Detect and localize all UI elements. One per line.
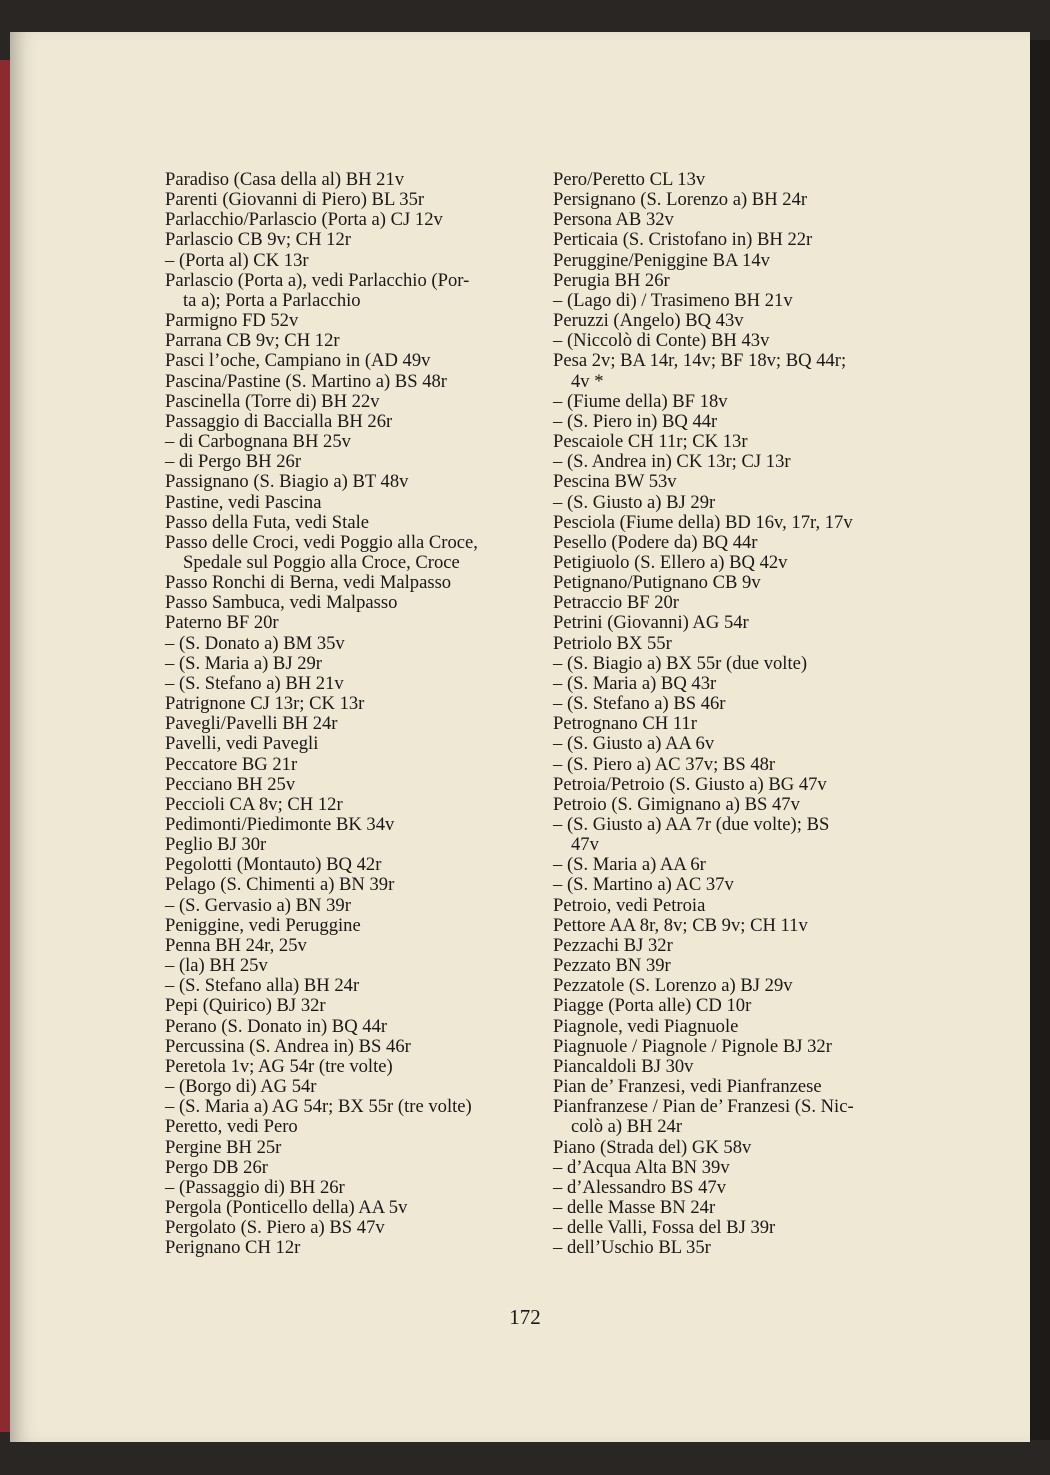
index-entry: Pezzachi BJ 32r	[553, 934, 673, 956]
index-entry: Piano (Strada del) GK 58v	[553, 1136, 752, 1158]
index-entry: Petrognano CH 11r	[553, 713, 697, 735]
index-entry: Perticaia (S. Cristofano in) BH 22r	[553, 229, 813, 251]
index-entry: – (S. Maria a) AG 54r; BX 55r (tre volte)	[165, 1096, 472, 1118]
index-entry: – (S. Piero a) AC 37v; BS 48r	[553, 753, 776, 775]
index-entry: Peruggine/Peniggine BA 14v	[553, 249, 770, 271]
index-entry: Peccatore BG 21r	[165, 753, 298, 775]
index-entry: Petraccio BF 20r	[553, 592, 679, 614]
index-entry: Pergola (Ponticello della) AA 5v	[165, 1196, 408, 1218]
index-entry: Pastine, vedi Pascina	[165, 491, 322, 513]
index-entry: Passignano (S. Biagio a) BT 48v	[165, 471, 409, 493]
index-entry: Peniggine, vedi Peruggine	[165, 914, 361, 936]
index-entry: – (S. Stefano alla) BH 24r	[165, 975, 360, 997]
index-entry: Perano (S. Donato in) BQ 44r	[165, 1015, 388, 1037]
index-entry: – (S. Stefano a) BH 21v	[165, 672, 344, 694]
index-entry: Pascinella (Torre di) BH 22v	[165, 390, 380, 412]
index-entry: Passaggio di Baccialla BH 26r	[165, 410, 393, 432]
index-entry: Pecciano BH 25v	[165, 773, 296, 795]
index-entry: Pesello (Podere da) BQ 44r	[553, 531, 758, 553]
index-entry: Pedimonti/Piedimonte BK 34v	[165, 814, 395, 835]
index-entry: Pettore AA 8r, 8v; CB 9v; CH 11v	[553, 914, 808, 936]
index-entry: – (S. Stefano a) BS 46r	[553, 693, 726, 715]
index-entry: – (S. Maria a) BJ 29r	[165, 652, 322, 674]
index-entry-continued: Spedale sul Poggio alla Croce, Croce	[183, 551, 460, 573]
index-entry: Peretto, vedi Pero	[165, 1116, 298, 1138]
index-entry: – (S. Andrea in) CK 13r; CJ 13r	[553, 451, 791, 473]
index-entry: Peretola 1v; AG 54r (tre volte)	[165, 1055, 393, 1077]
index-entry: Patrignone CJ 13r; CK 13r	[165, 693, 365, 715]
index-entry: Pergo DB 26r	[165, 1156, 268, 1178]
index-entry: Pero/Peretto CL 13v	[553, 169, 706, 190]
index-entry: Petroia/Petroio (S. Giusto a) BG 47v	[553, 773, 827, 795]
index-entry: – (Niccolò di Conte) BH 43v	[553, 330, 770, 352]
index-entry: Piancaldoli BJ 30v	[553, 1055, 694, 1077]
index-column-left	[165, 170, 535, 1258]
index-entry: Pergolato (S. Piero a) BS 47v	[165, 1217, 385, 1239]
index-entry: – (S. Giusto a) BJ 29r	[553, 491, 716, 513]
index-entry: – (Passaggio di) BH 26r	[165, 1176, 345, 1198]
index-entry: Parlacchio/Parlascio (Porta a) CJ 12v	[165, 209, 443, 231]
index-column-right	[553, 170, 923, 1258]
index-entry: – (S. Biagio a) BX 55r (due volte)	[553, 652, 808, 674]
index-entry: Persignano (S. Lorenzo a) BH 24r	[553, 189, 808, 211]
index-entry: Pesciola (Fiume della) BD 16v, 17r, 17v	[553, 511, 853, 533]
index-entry: – delle Masse BN 24r	[553, 1196, 716, 1218]
index-entry: Peruzzi (Angelo) BQ 43v	[553, 310, 744, 332]
index-entry: – (S. Giusto a) AA 6v	[553, 733, 715, 755]
index-entry: Pavegli/Pavelli BH 24r	[165, 713, 338, 735]
index-entry: – (S. Donato a) BM 35v	[165, 632, 345, 654]
index-entry: Passo della Futa, vedi Stale	[165, 511, 369, 533]
index-entry: Peccioli CA 8v; CH 12r	[165, 793, 343, 815]
index-entry: Petroio, vedi Petroia	[553, 894, 706, 916]
index-entry: Petroio (S. Gimignano a) BS 47v	[553, 793, 800, 815]
index-entry: Paterno BF 20r	[165, 612, 279, 634]
index-entry: Passo delle Croci, vedi Poggio alla Croce,	[165, 531, 478, 553]
index-entry: Pezzatole (S. Lorenzo a) BJ 29v	[553, 975, 793, 997]
index-entry: Pezzato BN 39r	[553, 955, 671, 977]
index-entry: Perignano CH 12r	[165, 1237, 301, 1259]
index-entry: Parenti (Giovanni di Piero) BL 35r	[165, 189, 425, 211]
index-entry: – (Lago di) / Trasimeno BH 21v	[553, 289, 793, 311]
index-entry: Pescina BW 53v	[553, 471, 677, 493]
index-entry: Pavelli, vedi Pavegli	[165, 733, 319, 755]
index-entry: – dell’Uschio BL 35r	[553, 1237, 711, 1259]
index-entry: Pascina/Pastine (S. Martino a) BS 48r	[165, 370, 447, 392]
index-entry: Pelago (S. Chimenti a) BN 39r	[165, 874, 395, 896]
index-entry: Pian de’ Franzesi, vedi Pianfranzese	[553, 1076, 822, 1098]
index-entry-continued: 4v *	[571, 370, 604, 392]
index-entry-continued: ta a); Porta a Parlacchio	[183, 289, 361, 311]
index-entry: – (S. Piero in) BQ 44r	[553, 410, 718, 432]
index-entry: Petrini (Giovanni) AG 54r	[553, 612, 749, 634]
index-entry: Penna BH 24r, 25v	[165, 934, 307, 956]
index-entry: Paradiso (Casa della al) BH 21v	[165, 169, 405, 190]
index-entry: – (Borgo di) AG 54r	[165, 1076, 317, 1098]
index-entry: Pescaiole CH 11r; CK 13r	[553, 431, 748, 453]
index-entry: Pegolotti (Montauto) BQ 42r	[165, 854, 382, 876]
index-entry: – (Fiume della) BF 18v	[553, 390, 728, 412]
index-entry: Petignano/Putignano CB 9v	[553, 572, 761, 594]
index-entry: – delle Valli, Fossa del BJ 39r	[553, 1217, 776, 1239]
index-entry: Piagnole, vedi Piagnuole	[553, 1015, 739, 1037]
index-entry: Pianfranzese / Pian de’ Franzesi (S. Nic-	[553, 1096, 854, 1118]
index-entry: Persona AB 32v	[553, 209, 674, 231]
page-number: 172	[509, 1305, 541, 1329]
index-entry: – (S. Maria a) BQ 43r	[553, 672, 717, 694]
index-entry: – d’Alessandro BS 47v	[553, 1176, 727, 1198]
index-entry: Percussina (S. Andrea in) BS 46r	[165, 1035, 411, 1057]
index-entry: Pasci l’oche, Campiano in (AD 49v	[165, 350, 431, 372]
index-entry: Parlascio CB 9v; CH 12r	[165, 229, 351, 251]
index-entry: – di Pergo BH 26r	[165, 451, 302, 473]
index-entry: – (S. Martino a) AC 37v	[553, 874, 734, 896]
index-entry: Pepi (Quirico) BJ 32r	[165, 995, 326, 1017]
index-entry: Parmigno FD 52v	[165, 310, 299, 332]
index-entry: Parrana CB 9v; CH 12r	[165, 330, 340, 352]
index-entry: – di Carbognana BH 25v	[165, 431, 351, 453]
index-entry: – (S. Maria a) AA 6r	[553, 854, 706, 876]
index-entry: Peglio BJ 30r	[165, 834, 267, 856]
index-entry: Piagge (Porta alle) CD 10r	[553, 995, 752, 1017]
index-entry: Passo Ronchi di Berna, vedi Malpasso	[165, 572, 452, 594]
index-entry: Perugia BH 26r	[553, 269, 670, 291]
index-entry: – (S. Gervasio a) BN 39r	[165, 894, 351, 916]
index-entry: – d’Acqua Alta BN 39v	[553, 1156, 730, 1178]
index-entry: – (S. Giusto a) AA 7r (due volte); BS	[553, 814, 830, 835]
index-entry: – (la) BH 25v	[165, 955, 268, 977]
index-entry: Petigiuolo (S. Ellero a) BQ 42v	[553, 551, 788, 573]
index-entry: Passo Sambuca, vedi Malpasso	[165, 592, 398, 614]
index-entry: Pesa 2v; BA 14r, 14v; BF 18v; BQ 44r;	[553, 350, 847, 372]
index-entry-continued: 47v	[571, 834, 599, 856]
index-entry: Petriolo BX 55r	[553, 632, 672, 654]
index-entry: – (Porta al) CK 13r	[165, 249, 309, 271]
index-entry: Piagnuole / Piagnole / Pignole BJ 32r	[553, 1035, 832, 1057]
index-entry: Pergine BH 25r	[165, 1136, 282, 1158]
index-entry: Parlascio (Porta a), vedi Parlacchio (Por-	[165, 269, 470, 291]
index-entry-continued: colò a) BH 24r	[571, 1116, 683, 1138]
